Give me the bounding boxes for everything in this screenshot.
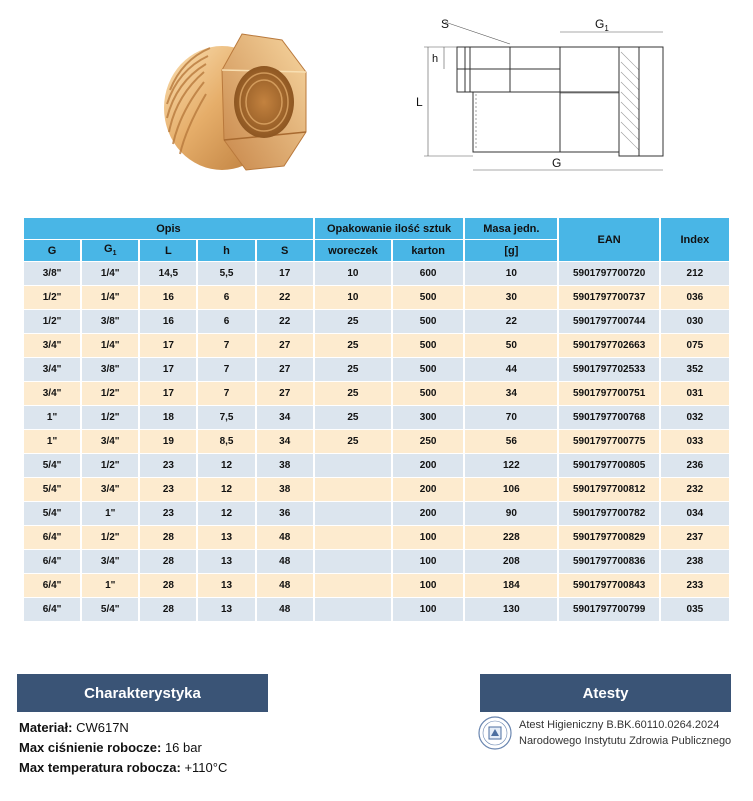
cell-woreczek — [315, 502, 391, 525]
cell-woreczek: 25 — [315, 430, 391, 453]
cell-masa: 22 — [465, 310, 557, 333]
cell-karton: 100 — [393, 574, 463, 597]
cell-s: 17 — [257, 262, 313, 285]
cell-karton: 500 — [393, 334, 463, 357]
spec-table-body — [24, 262, 729, 621]
cell-ean: 5901797700812 — [559, 478, 658, 501]
cell-karton: 100 — [393, 526, 463, 549]
header-s: S — [257, 240, 313, 261]
cell-karton: 250 — [393, 430, 463, 453]
cell-s: 27 — [257, 334, 313, 357]
cell-l: 16 — [140, 286, 196, 309]
atest-line-1: Atest Higieniczny B.BK.60110.0264.2024 — [519, 719, 720, 731]
cell-masa: 50 — [465, 334, 557, 357]
temperature-line: Max temperatura robocza: +110°C — [19, 760, 228, 775]
cell-karton: 100 — [393, 598, 463, 621]
cell-index: 232 — [661, 478, 729, 501]
cell-s: 38 — [257, 478, 313, 501]
cell-l: 17 — [140, 382, 196, 405]
cell-g: 6/4" — [24, 526, 80, 549]
cell-g1: 1/2" — [82, 454, 138, 477]
cell-masa: 228 — [465, 526, 557, 549]
header-h: h — [198, 240, 254, 261]
cell-l: 28 — [140, 574, 196, 597]
cell-karton: 300 — [393, 406, 463, 429]
cell-index: 035 — [661, 598, 729, 621]
header-index: Index — [661, 218, 729, 261]
cell-g1: 5/4" — [82, 598, 138, 621]
cell-l: 28 — [140, 598, 196, 621]
cell-ean: 5901797700805 — [559, 454, 658, 477]
cell-s: 48 — [257, 526, 313, 549]
table-row — [24, 406, 729, 429]
cell-g1: 1" — [82, 502, 138, 525]
cell-s: 48 — [257, 550, 313, 573]
cell-ean: 5901797700799 — [559, 598, 658, 621]
dim-label-h: h — [432, 53, 439, 65]
header-opakowanie: Opakowanie ilość sztuk — [315, 218, 463, 239]
dim-label-g1: G — [595, 17, 605, 31]
cell-karton: 200 — [393, 502, 463, 525]
cell-l: 14,5 — [140, 262, 196, 285]
table-row — [24, 526, 729, 549]
cell-g1: 1/2" — [82, 406, 138, 429]
dim-label-l: L — [416, 95, 423, 109]
cell-karton: 500 — [393, 310, 463, 333]
table-row — [24, 478, 729, 501]
cell-ean: 5901797700737 — [559, 286, 658, 309]
cell-l: 16 — [140, 310, 196, 333]
table-row — [24, 598, 729, 621]
cell-g1: 1" — [82, 574, 138, 597]
table-row — [24, 430, 729, 453]
cell-h: 6 — [198, 286, 254, 309]
pressure-line: Max ciśnienie robocze: 16 bar — [19, 740, 202, 755]
cell-g1: 1/2" — [82, 382, 138, 405]
cell-s: 38 — [257, 454, 313, 477]
spec-table — [22, 217, 731, 622]
table-row — [24, 358, 729, 381]
cell-woreczek: 10 — [315, 262, 391, 285]
cell-l: 19 — [140, 430, 196, 453]
cell-h: 12 — [198, 454, 254, 477]
cell-g: 5/4" — [24, 454, 80, 477]
cell-index: 236 — [661, 454, 729, 477]
cell-g: 3/4" — [24, 334, 80, 357]
cell-woreczek — [315, 574, 391, 597]
cell-woreczek — [315, 598, 391, 621]
cell-h: 7 — [198, 334, 254, 357]
header-l: L — [140, 240, 196, 261]
cell-g1: 1/4" — [82, 286, 138, 309]
cell-l: 23 — [140, 478, 196, 501]
cell-masa: 106 — [465, 478, 557, 501]
cell-g1: 3/4" — [82, 478, 138, 501]
cell-index: 033 — [661, 430, 729, 453]
cell-woreczek: 25 — [315, 310, 391, 333]
cell-index: 036 — [661, 286, 729, 309]
cell-ean: 5901797700744 — [559, 310, 658, 333]
cell-masa: 56 — [465, 430, 557, 453]
cell-masa: 122 — [465, 454, 557, 477]
header-karton: karton — [393, 240, 463, 261]
cell-s: 48 — [257, 574, 313, 597]
cell-masa: 184 — [465, 574, 557, 597]
cell-masa: 10 — [465, 262, 557, 285]
cell-masa: 130 — [465, 598, 557, 621]
cell-h: 13 — [198, 526, 254, 549]
cell-woreczek: 25 — [315, 406, 391, 429]
cell-h: 7 — [198, 382, 254, 405]
header-ean: EAN — [559, 218, 658, 261]
table-row — [24, 382, 729, 405]
cell-ean: 5901797702663 — [559, 334, 658, 357]
cell-ean: 5901797700843 — [559, 574, 658, 597]
cell-l: 23 — [140, 502, 196, 525]
cell-h: 12 — [198, 478, 254, 501]
cell-karton: 500 — [393, 358, 463, 381]
cell-l: 17 — [140, 358, 196, 381]
cell-woreczek — [315, 478, 391, 501]
table-row — [24, 502, 729, 525]
cell-g: 3/4" — [24, 358, 80, 381]
cell-s: 22 — [257, 286, 313, 309]
characteristics-header: Charakterystyka — [17, 674, 268, 712]
cell-s: 34 — [257, 430, 313, 453]
cell-karton: 500 — [393, 286, 463, 309]
cell-g: 1/2" — [24, 310, 80, 333]
cell-s: 27 — [257, 358, 313, 381]
cell-woreczek — [315, 526, 391, 549]
cell-g1: 3/4" — [82, 550, 138, 573]
cell-index: 352 — [661, 358, 729, 381]
cell-masa: 30 — [465, 286, 557, 309]
material-line: Materiał: CW617N — [19, 720, 129, 735]
cell-l: 17 — [140, 334, 196, 357]
cell-woreczek — [315, 454, 391, 477]
cell-s: 22 — [257, 310, 313, 333]
cell-h: 13 — [198, 598, 254, 621]
cell-ean: 5901797700768 — [559, 406, 658, 429]
cell-s: 48 — [257, 598, 313, 621]
atest-line-2: Narodowego Instytutu Zdrowia Publicznego — [519, 735, 732, 747]
cell-h: 13 — [198, 574, 254, 597]
cell-l: 23 — [140, 454, 196, 477]
cell-ean: 5901797702533 — [559, 358, 658, 381]
cell-ean: 5901797700720 — [559, 262, 658, 285]
cell-h: 5,5 — [198, 262, 254, 285]
cell-index: 030 — [661, 310, 729, 333]
header-g1: $G_1$ — [82, 240, 138, 261]
table-row — [24, 550, 729, 573]
cell-h: 7,5 — [198, 406, 254, 429]
cell-l: 28 — [140, 550, 196, 573]
cell-karton: 100 — [393, 550, 463, 573]
cell-h: 12 — [198, 502, 254, 525]
dim-label-g: G — [552, 156, 562, 170]
table-row — [24, 454, 729, 477]
cell-ean: 5901797700829 — [559, 526, 658, 549]
cell-g1: 3/8" — [82, 358, 138, 381]
table-row — [24, 334, 729, 357]
cell-g: 1" — [24, 406, 80, 429]
cell-ean: 5901797700836 — [559, 550, 658, 573]
cell-g: 6/4" — [24, 598, 80, 621]
cell-masa: 44 — [465, 358, 557, 381]
atesty-header: Atesty — [480, 674, 731, 712]
cell-masa: 90 — [465, 502, 557, 525]
table-row — [24, 262, 729, 285]
cell-g: 3/8" — [24, 262, 80, 285]
cell-h: 7 — [198, 358, 254, 381]
cell-index: 031 — [661, 382, 729, 405]
cell-g: 3/4" — [24, 382, 80, 405]
cell-index: 032 — [661, 406, 729, 429]
cell-ean: 5901797700751 — [559, 382, 658, 405]
cell-index: 212 — [661, 262, 729, 285]
cell-index: 075 — [661, 334, 729, 357]
cell-g: 6/4" — [24, 550, 80, 573]
table-row — [24, 286, 729, 309]
cell-karton: 600 — [393, 262, 463, 285]
cell-g1: 1/4" — [82, 334, 138, 357]
cell-s: 36 — [257, 502, 313, 525]
cell-woreczek: 25 — [315, 358, 391, 381]
technical-drawing — [410, 10, 680, 180]
product-photo — [160, 20, 310, 180]
cell-s: 34 — [257, 406, 313, 429]
cell-g: 1" — [24, 430, 80, 453]
cell-h: 6 — [198, 310, 254, 333]
cell-l: 18 — [140, 406, 196, 429]
header-masa: Masa jedn. — [465, 218, 557, 239]
cell-g: 6/4" — [24, 574, 80, 597]
cell-masa: 70 — [465, 406, 557, 429]
cell-h: 8,5 — [198, 430, 254, 453]
cell-index: 237 — [661, 526, 729, 549]
cell-g1: 1/4" — [82, 262, 138, 285]
cell-karton: 200 — [393, 478, 463, 501]
cell-ean: 5901797700775 — [559, 430, 658, 453]
header-masa-unit: [g] — [465, 240, 557, 261]
cell-ean: 5901797700782 — [559, 502, 658, 525]
cell-g1: 3/4" — [82, 430, 138, 453]
cell-karton: 500 — [393, 382, 463, 405]
header-opis: Opis — [24, 218, 313, 239]
cell-g1: 3/8" — [82, 310, 138, 333]
cell-l: 28 — [140, 526, 196, 549]
cell-woreczek: 10 — [315, 286, 391, 309]
cell-g: 5/4" — [24, 502, 80, 525]
cell-woreczek: 25 — [315, 334, 391, 357]
cell-index: 034 — [661, 502, 729, 525]
cell-woreczek — [315, 550, 391, 573]
cell-s: 27 — [257, 382, 313, 405]
header-woreczek: woreczek — [315, 240, 391, 261]
table-row — [24, 310, 729, 333]
svg-text:G1: $G_1$ — [595, 17, 609, 33]
header-g: G — [24, 240, 80, 261]
inner-bore — [234, 66, 294, 138]
cell-g: 1/2" — [24, 286, 80, 309]
cell-karton: 200 — [393, 454, 463, 477]
cell-g1: 1/2" — [82, 526, 138, 549]
cell-index: 233 — [661, 574, 729, 597]
cell-g: 5/4" — [24, 478, 80, 501]
cell-woreczek: 25 — [315, 382, 391, 405]
cell-index: 238 — [661, 550, 729, 573]
cell-masa: 34 — [465, 382, 557, 405]
table-row — [24, 574, 729, 597]
institute-seal-icon — [478, 716, 512, 750]
cell-masa: 208 — [465, 550, 557, 573]
cell-h: 13 — [198, 550, 254, 573]
dim-label-s: S — [441, 17, 450, 31]
